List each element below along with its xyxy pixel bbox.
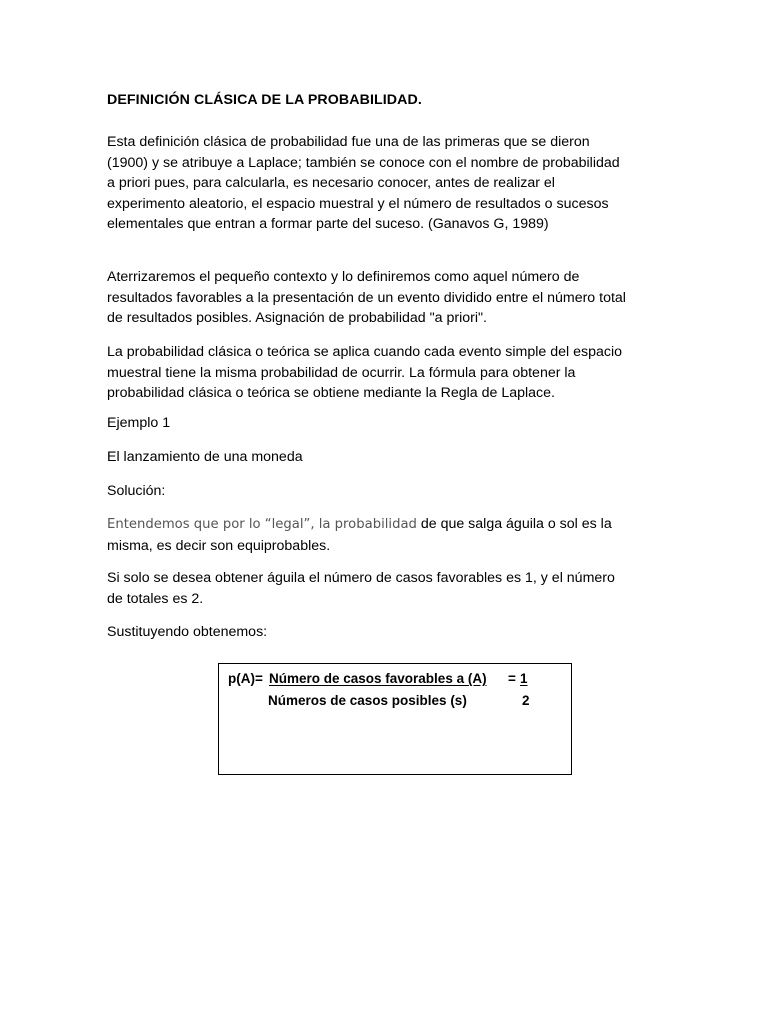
paragraph-line: de totales es 2.: [107, 590, 204, 607]
formula-denominator: Números de casos posibles (s): [268, 693, 467, 708]
formula-result-numerator: 1: [520, 671, 528, 686]
paragraph-line: elementales que entran a formar parte del suceso. (Ganavos G, 1989): [107, 216, 549, 232]
paragraph-context: [107, 267, 667, 329]
example-statement: [107, 447, 667, 468]
paragraph-line: misma, es decir son equiprobables.: [107, 537, 331, 554]
paragraph-line: Aterrizaremos el pequeño contexto y lo definiremos como aquel número de: [107, 269, 580, 285]
paragraph-line: [107, 514, 667, 536]
paragraph-line: resultados favorables a la presentación de un evento dividido entre el número total: [107, 289, 626, 306]
paragraph-line: experimento aleatorio, el espacio muestral y el número de resultados o sucesos: [107, 195, 609, 212]
paragraph-line: La probabilidad clásica o teórica se aplica cuando cada evento simple del espacio: [107, 344, 623, 360]
solution-label-text: Solución:: [107, 483, 166, 499]
example-heading-text: Ejemplo 1: [107, 415, 171, 431]
solution-label: [107, 481, 667, 502]
document-title: DEFINICIÓN CLÁSICA DE LA PROBABILIDAD.: [107, 92, 422, 108]
paragraph-equiprobable: [107, 514, 667, 556]
paragraph-text: de que salga águila o sol es la: [416, 516, 612, 532]
paragraph-favorable-cases: [107, 568, 667, 609]
formula-box: [218, 663, 572, 775]
example-statement-text: El lanzamiento de una moneda: [107, 449, 303, 465]
paragraph-line: Si solo se desea obtener águila el número de casos favorables es 1, y el número: [107, 570, 615, 586]
paragraph-line: muestral tiene la misma probabilidad de ocurrir. La fórmula para obtener la: [107, 364, 576, 381]
paragraph-line: probabilidad clásica o teórica se obtiene mediante la Regla de Laplace.: [107, 385, 555, 401]
substituting-text: Sustituyendo obtenemos:: [107, 624, 268, 640]
paragraph-line: a priori pues, para calcularla, es necesario conocer, antes de realizar el: [107, 175, 555, 191]
paragraph-line: de resultados posibles. Asignación de probabilidad "a priori".: [107, 310, 487, 326]
paragraph-laplace-rule: [107, 342, 667, 404]
substituting-label: [107, 622, 667, 643]
paragraph-line: (1900) y se atribuye a Laplace; también se conoce con el nombre de probabilidad: [107, 154, 620, 171]
formula-lhs: p(A)=: [228, 671, 263, 686]
formula-result-denominator: 2: [522, 693, 530, 708]
formula-numerator: Número de casos favorables a (A): [269, 671, 487, 686]
example-heading: [107, 413, 667, 434]
formula-equals: =: [508, 671, 516, 686]
paragraph-classical-definition: [107, 132, 667, 235]
paragraph-line: Esta definición clásica de probabilidad fue una de las primeras que se dieron: [107, 134, 590, 150]
gray-inserted-text: Entendemos que por lo “legal”, la probabilidad: [107, 517, 417, 532]
